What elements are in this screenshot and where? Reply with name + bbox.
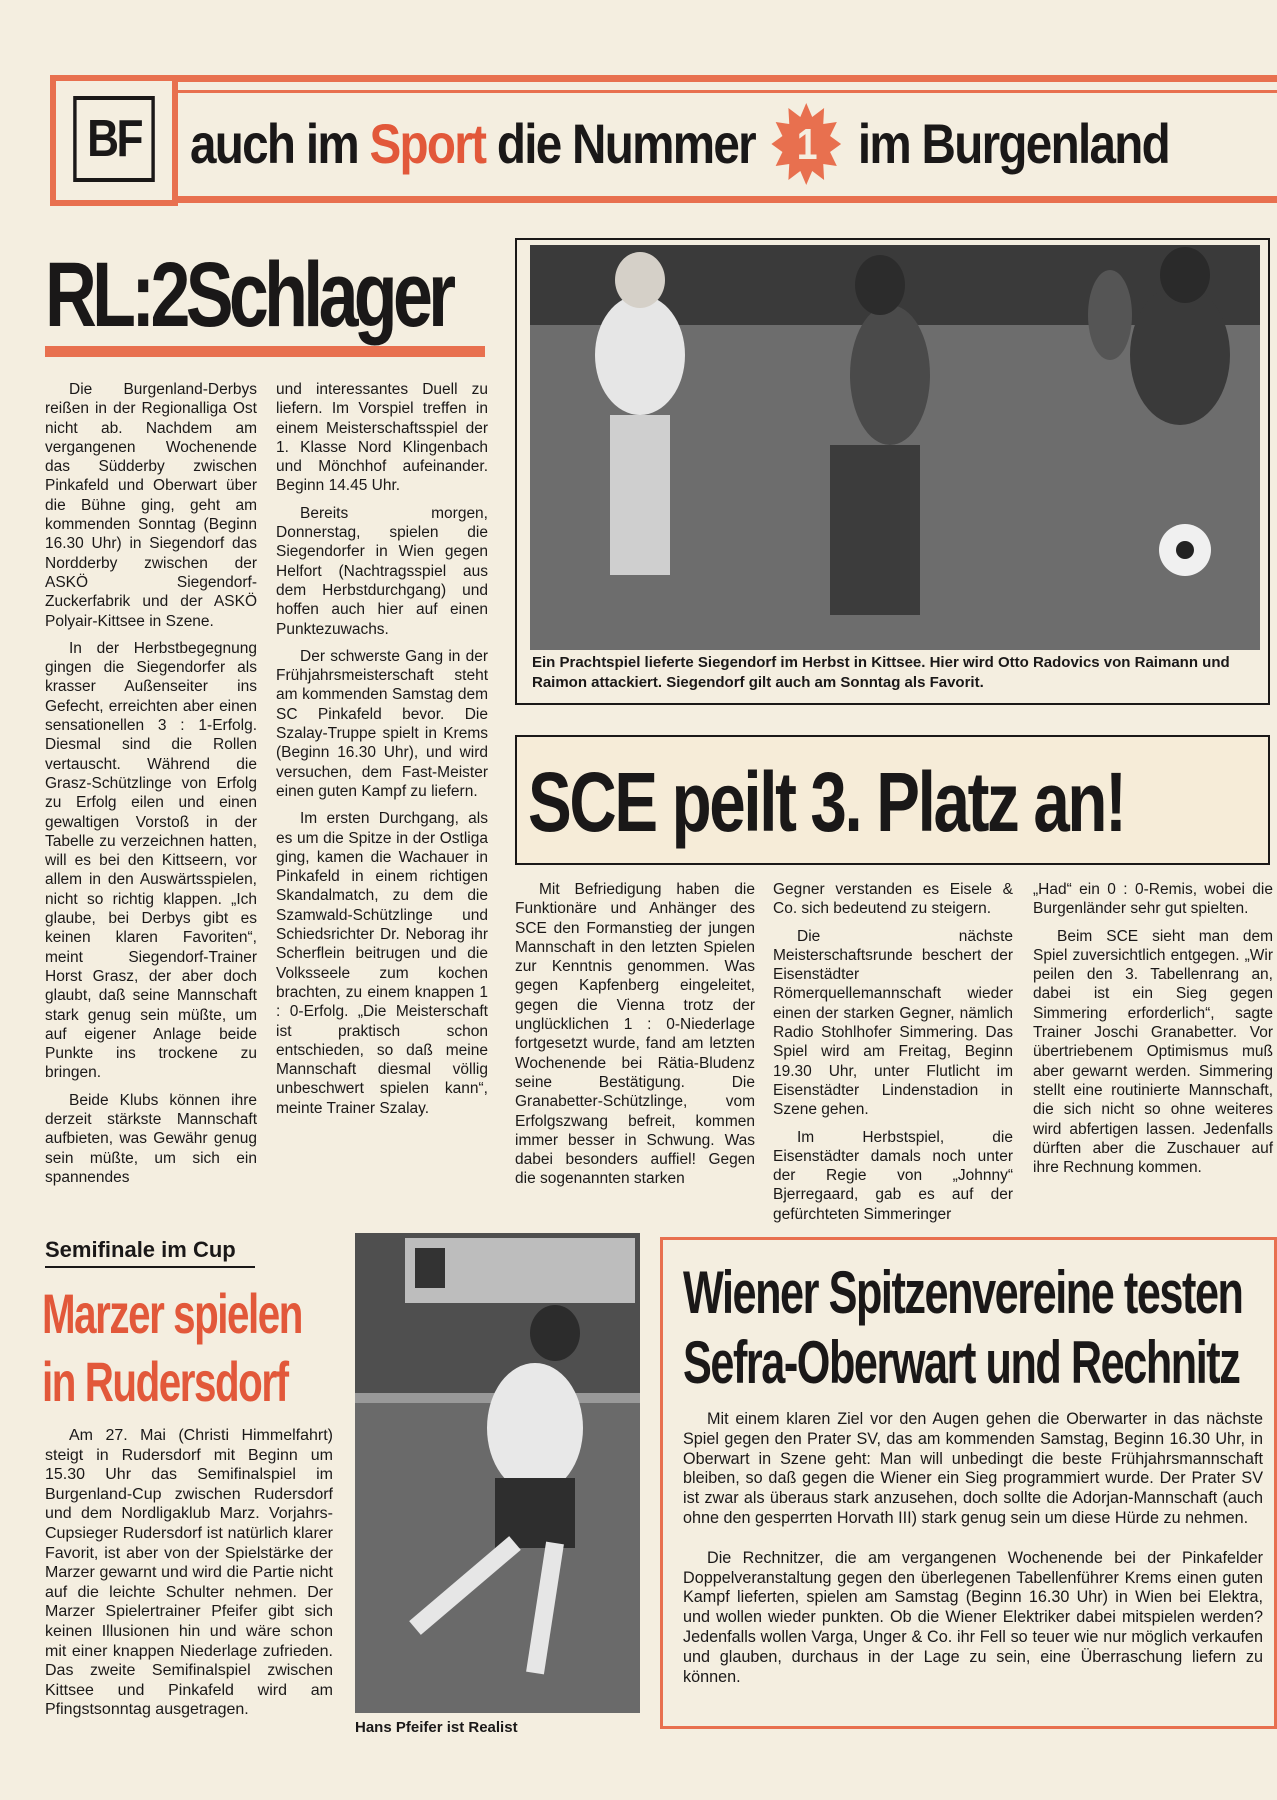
article-rl-p6: Der schwerste Gang in der Frühjahrsmeisterschaft steht am kommenden Samstag dem SC Pinkafeld bevor. Die Szalay-Truppe spielt in Krems (Beginn 16.30 Uhr), und wird versuchen, dem Fast-Meister einen guten Kampf zu liefern. — [276, 647, 488, 800]
article-cup-p1: Am 27. Mai (Christi Himmelfahrt) steigt in Rudersdorf mit Beginn um 15.30 Uhr das Semifinalspiel im Burgenland-Cup zwischen Rudersdorf und dem Nordligaklub Marz. Vorjahrs-Cupsieger Rudersdorf ist natürlich klarer Favorit, ist aber von der Spielstärke der Marzer gewarnt und wird die Partie nicht auf die leichte Schulter nehmen. Der Marzer Spielertrainer Pfeifer gibt sich keinen Illusionen hin und wäre schon mit einer knappen Niederlage zufrieden. Das zweite Semifinalspiel zwischen Kittsee und Pinkafeld wird am Pfingstsonntag ausgetragen. — [45, 1427, 333, 1719]
masthead-part3: die Nummer — [496, 112, 755, 175]
headline-marzer-line2: in Rudersdorf — [42, 1350, 288, 1413]
masthead-sport: Sport — [369, 112, 486, 175]
headline-wien-line2: Sefra-Oberwart und Rechnitz — [683, 1329, 1240, 1396]
photo-siegendorf-match — [530, 245, 1260, 650]
article-rl-p1: Die Burgenland-Derbys reißen in der Regionalliga Ost nicht ab. Nachdem am vergangenen Wochenende das Südderby zwischen Pinkafeld und Oberwart über die Bühne ging, geht am kommenden Sonntag (Beginn 16.30 Uhr) in Siegendorf das Nordderby zwischen der ASKÖ Siegendorf-Zuckerfabrik und der ASKÖ Polyair-Kittsee in Szene. — [45, 381, 257, 630]
article-rl-p5: Bereits morgen, Donnerstag, spielen die Siegendorfer in Wien gegen Helfort (Nachtragsspiel aus dem Herbstdurchgang) und hoffen auch hier auf einen Punktezuwachs. — [276, 504, 488, 638]
article-wien-p1: Mit einem klaren Ziel vor den Augen gehen die Oberwarter in das nächste Spiel gegen den Prater SV, das am kommenden Samstag, Beginn 16.30 Uhr, in Oberwart in Szene geht: Man will unbedingt die beste Frühjahrsmannschaft bleiben, so daß gegen die Wiener ein Sieg programmiert wurde. Der Prater SV ist zwar als überaus stark anzusehen, doch sollte die Adorjan-Mannschaft (auch ohne den gesperrten Horvath III) stark genug sein um diese Hürde zu nehmen. — [683, 1410, 1263, 1527]
kicker-semifinale: Semifinale im Cup — [45, 1237, 236, 1262]
photo-caption-rl: Ein Prachtspiel lieferte Siegendorf im Herbst in Kittsee. Hier wird Otto Radovics von Raimann und Raimon attackiert. Siegendorf gilt auch am Sonntag als Favorit. — [532, 654, 1230, 691]
article-sce-p5: „Had“ ein 0 : 0-Remis, wobei die Burgenländer sehr gut spielten. — [1033, 881, 1273, 918]
kicker-underline — [45, 1266, 255, 1268]
article-sce-col1 — [515, 880, 755, 1189]
headline-sce: SCE peilt 3. Platz an! — [528, 755, 1125, 849]
article-sce-p6: Beim SCE sieht man dem Spiel zuversichtlich entgegen. „Wir peilen den 3. Tabellenrang an, dabei ist ein Sieg gegen Simmering erforderlich“, sagte Trainer Joschi Granabetter. Vor übertriebenem Optimismus muß aber gewarnt werden. Simmering stellt eine routinierte Mannschaft, die sich nicht so ohne weiteres wird abfertigen lassen. Jedenfalls dürften aber die Zuschauer auf ihre Rechnung kommen. — [1033, 927, 1273, 1177]
headline-wien-line1: Wiener Spitzenvereine testen — [683, 1259, 1243, 1326]
article-rl-p2: In der Herbstbegegnung gingen die Siegendorfer als krasser Außenseiter ins Gefecht, erreichten aber einen sensationellen 3 : 1-Erfolg. Diesmal sind die Rollen vertauscht. Während die Grasz-Schützlinge von Erfolg zu Erfolg eilen und einen gewaltigen Vorstoß in der Tabelle zu verzeichnen hatten, will es bei den Kittseern, vor allem in den Auswärtsspielen, nicht so richtig klappen. „Ich glaube, bei Derbys gibt es keinen klaren Favoriten“, meint Siegendorf-Trainer Horst Grasz, der aber doch glaubt, daß seine Mannschaft stark genug sein müßte, um auf eigener Anlage beide Punkte ins trockene zu bringen. — [45, 639, 257, 1082]
masthead-part4: im Burgenland — [857, 112, 1170, 175]
article-rl-p7: Im ersten Durchgang, als es um die Spitze in der Ostliga ging, kamen die Wachauer in Pinkafeld in einem richtigen Skandalmatch, zu dem die Szamwald-Schützlinge und Schiedsrichter Dr. Neborag ihr Scherflein beitrugen und die Volksseele zum kochen brachten, zu einem knappen 1 : 0-Erfolg. „Die Meisterschaft ist praktisch schon entschieden, so daß meine Mannschaft diesmal völlig unbeschwert spielen kann“, meinte Trainer Szalay. — [276, 810, 488, 1117]
headline-marzer — [42, 1280, 302, 1416]
article-wien-p2: Die Rechnitzer, die am vergangenen Wochenende bei der Pinkafelder Doppelveranstaltung gegen den überlegenen Tabellenführer Krems einen guten Kampf lieferten, spielen am Samstag (Beginn 16.30 Uhr) in Wien bei Elektra, und wollen wieder punkten. Ob die Wiener Elektriker dabei mitspielen werden? Jedenfalls wollen Varga, Unger & Co. ihr Fell so teuer wie nur möglich verkaufen und glauben, durchaus in der Lage zu sein, eine Überraschung liefern zu können. — [683, 1548, 1263, 1686]
headline-marzer-line1: Marzer spielen — [42, 1282, 302, 1345]
article-rl-col2 — [276, 380, 488, 1118]
article-sce-col2 — [773, 880, 1013, 1224]
photo-hans-pfeifer — [355, 1233, 640, 1713]
masthead-part1: auch im — [190, 112, 358, 175]
article-cup-body — [45, 1426, 333, 1720]
article-rl-p4: und interessantes Duell zu liefern. Im Vorspiel treffen in einem Meisterschaftsspiel der 1. Klasse Nord Klingenbach und Mönchhof aufeinander. Beginn 14.45 Uhr. — [276, 381, 488, 495]
article-sce-col3 — [1033, 880, 1273, 1177]
masthead-bottom-rule — [178, 196, 1277, 203]
photo-caption-pfeifer: Hans Pfeifer ist Realist — [355, 1719, 518, 1736]
masthead-slogan — [190, 103, 1169, 185]
article-sce-p1: Mit Befriedigung haben die Funktionäre und Anhänger des SCE den Formanstieg der jungen Mannschaft in den letzten Spielen zur Kenntnis genommen. Was gegen Kapfenberg eingeleitet, gegen die Vienna trotz der unglücklichen 1 : 0-Niederlage fortgesetzt wurde, fand am letzten Wochenende bei Rätia-Bludenz seine Bestätigung. Die Granabetter-Schützlinge, vom Erfolgszwang befreit, kommen immer besser in Schwung. Was dabei besonders auffiel! Gegen die sogenannten starken — [515, 881, 755, 1188]
masthead-top-rule — [178, 75, 1277, 82]
number-one-label: 1 — [796, 119, 816, 169]
article-sce-p2: Gegner verstanden es Eisele & Co. sich bedeutend zu steigern. — [773, 881, 1013, 918]
number-one-sunburst-icon — [772, 103, 842, 185]
headline-rl: RL:2Schlager — [45, 244, 452, 346]
article-rl-col1 — [45, 380, 257, 1187]
masthead-mid-rule — [178, 90, 1277, 93]
masthead-logo: BF — [73, 96, 155, 182]
article-sce-p3: Die nächste Meisterschaftsrunde beschert der Eisenstädter Römerquellemannschaft wieder einen der starken Gegner, nämlich Radio Stohlhofer Simmering. Das Spiel wird am Freitag, Beginn 19.30 Uhr, unter Flutlicht im Eisenstädter Lindenstadion in Szene gehen. — [773, 927, 1013, 1119]
article-wien-body — [683, 1410, 1263, 1687]
headline-rl-rule — [45, 346, 485, 357]
headline-wien — [683, 1258, 1242, 1398]
article-sce-p4: Im Herbstspiel, die Eisenstädter damals noch unter der Regie von „Johnny“ Bjerregaard, gab es auf der gefürchteten Simmeringer — [773, 1128, 1013, 1223]
article-rl-p3: Beide Klubs können ihre derzeit stärkste Mannschaft aufbieten, was Gewähr genug sein müßte, um sich ein spannendes — [45, 1091, 257, 1186]
